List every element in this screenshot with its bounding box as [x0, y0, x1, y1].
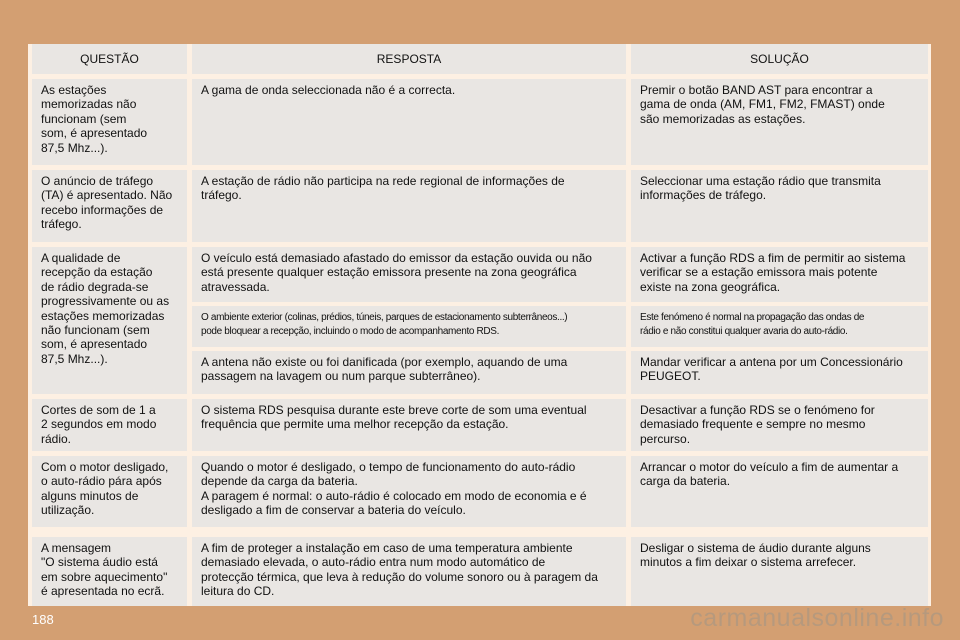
row-3a-solution: Activar a função RDS a fim de permitir ao sistema verificar se a estação emissora mais potente existe na zona geográfica. — [631, 247, 928, 302]
row-4-solution: Desactivar a função RDS se o fenómeno for demasiado frequente e sempre no mesmo percurso. — [631, 399, 928, 451]
row-1-solution: Premir o botão BAND AST para encontrar a gama de onda (AM, FM1, FM2, FMAST) onde são memorizadas as estações. — [631, 79, 928, 165]
row-6-answer: A fim de proteger a instalação em caso de uma temperatura ambiente demasiado elevada, o auto-rádio entra num modo automático de protecção térmica, que leva à redução do volume sonoro ou à paragem da leitura do CD. — [192, 537, 626, 606]
watermark: carmanualsonline.info — [690, 604, 944, 632]
header-answer: RESPOSTA — [192, 44, 626, 74]
row-3c-solution: Mandar verificar a antena por um Concessionário PEUGEOT. — [631, 351, 928, 394]
row-4-question: Cortes de som de 1 a 2 segundos em modo rádio. — [32, 399, 187, 451]
row-6-solution: Desligar o sistema de áudio durante alguns minutos a fim deixar o sistema arrefecer. — [631, 537, 928, 606]
row-3-question: A qualidade de recepção da estação de rádio degrada-se progressivamente ou as estações memorizadas não funcionam (sem som, é apresentado 87,5 Mhz...). — [32, 247, 187, 394]
header-solution: SOLUÇÃO — [631, 44, 928, 74]
page-number: 188 — [32, 612, 54, 627]
row-2-answer: A estação de rádio não participa na rede regional de informações de tráfego. — [192, 170, 626, 242]
row-3b-solution: Este fenómeno é normal na propagação das ondas de rádio e não constitui qualquer avaria do auto-rádio. — [631, 306, 928, 347]
row-3b-answer: O ambiente exterior (colinas, prédios, túneis, parques de estacionamento subterrâneos...) pode bloquear a recepção, incluindo o modo de acompanhamento RDS. — [192, 306, 626, 347]
row-3c-answer: A antena não existe ou foi danificada (por exemplo, aquando de uma passagem na lavagem ou num parque subterrâneo). — [192, 351, 626, 394]
row-1-question: As estações memorizadas não funcionam (sem som, é apresentado 87,5 Mhz...). — [32, 79, 187, 165]
header-question: QUESTÃO — [32, 44, 187, 74]
row-3a-answer: O veículo está demasiado afastado do emissor da estação ouvida ou não está presente qualquer estação emissora presente na zona geográfica atravessada. — [192, 247, 626, 302]
row-5-solution: Arrancar o motor do veículo a fim de aumentar a carga da bateria. — [631, 456, 928, 527]
row-6-question: A mensagem "O sistema áudio está em sobre aquecimento" é apresentada no ecrã. — [32, 537, 187, 606]
row-2-solution: Seleccionar uma estação rádio que transmita informações de tráfego. — [631, 170, 928, 242]
row-4-answer: O sistema RDS pesquisa durante este breve corte de som uma eventual frequência que permite uma melhor recepção da estação. — [192, 399, 626, 451]
row-1-answer: A gama de onda seleccionada não é a correcta. — [192, 79, 626, 165]
row-2-question: O anúncio de tráfego (TA) é apresentado. Não recebo informações de tráfego. — [32, 170, 187, 242]
row-5-question: Com o motor desligado, o auto-rádio pára após alguns minutos de utilização. — [32, 456, 187, 527]
row-5-answer: Quando o motor é desligado, o tempo de funcionamento do auto-rádio depende da carga da bateria. A paragem é normal: o auto-rádio é colocado em modo de economia e é desligado a fim de conservar a bateria do veículo. — [192, 456, 626, 527]
